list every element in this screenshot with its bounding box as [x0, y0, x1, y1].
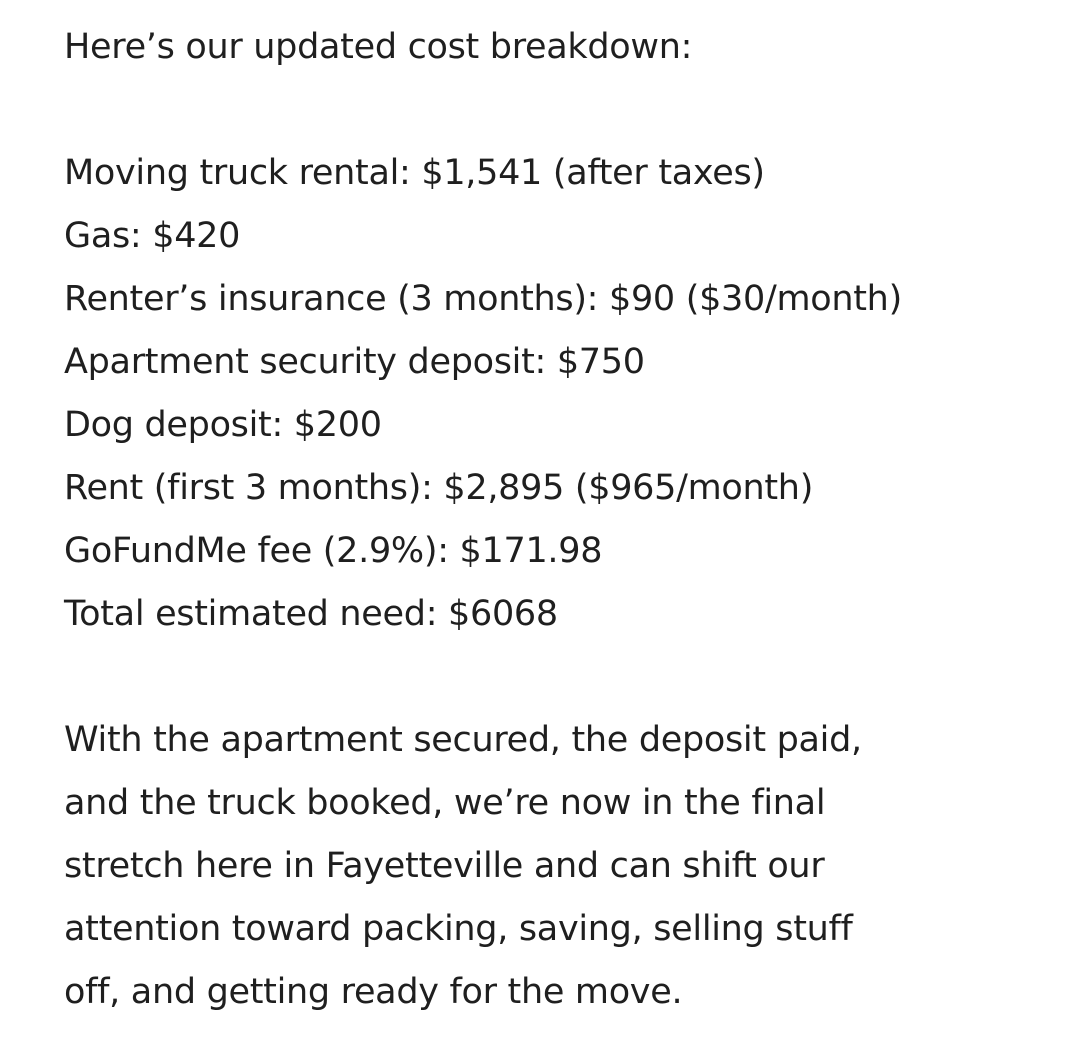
cost-item-renters-insurance: Renter’s insurance (3 months): $90 ($30/month) [64, 279, 902, 319]
update-paragraph [64, 709, 1024, 1024]
cost-item-gas: Gas: $420 [64, 216, 241, 256]
intro-text: Here’s our updated cost breakdown: [64, 27, 693, 67]
paragraph-line: and the truck booked, we’re now in the final [64, 783, 826, 823]
cost-item-security-deposit: Apartment security deposit: $750 [64, 342, 645, 382]
paragraph-line: With the apartment secured, the deposit paid, [64, 720, 862, 760]
cost-item-truck-rental: Moving truck rental: $1,541 (after taxes) [64, 153, 765, 193]
paragraph-line: off, and getting ready for the move. [64, 972, 683, 1012]
cost-item-dog-deposit: Dog deposit: $200 [64, 405, 382, 445]
cost-total: Total estimated need: $6068 [64, 594, 558, 634]
cost-item-rent: Rent (first 3 months): $2,895 ($965/month) [64, 468, 814, 508]
blank-line [64, 79, 1024, 142]
update-post-body [64, 16, 1024, 1024]
blank-line [64, 646, 1024, 709]
cost-item-gofundme-fee: GoFundMe fee (2.9%): $171.98 [64, 531, 603, 571]
cost-breakdown-list [64, 142, 1024, 646]
paragraph-line: stretch here in Fayetteville and can shift our [64, 846, 825, 886]
paragraph-line: attention toward packing, saving, selling stuff [64, 909, 853, 949]
